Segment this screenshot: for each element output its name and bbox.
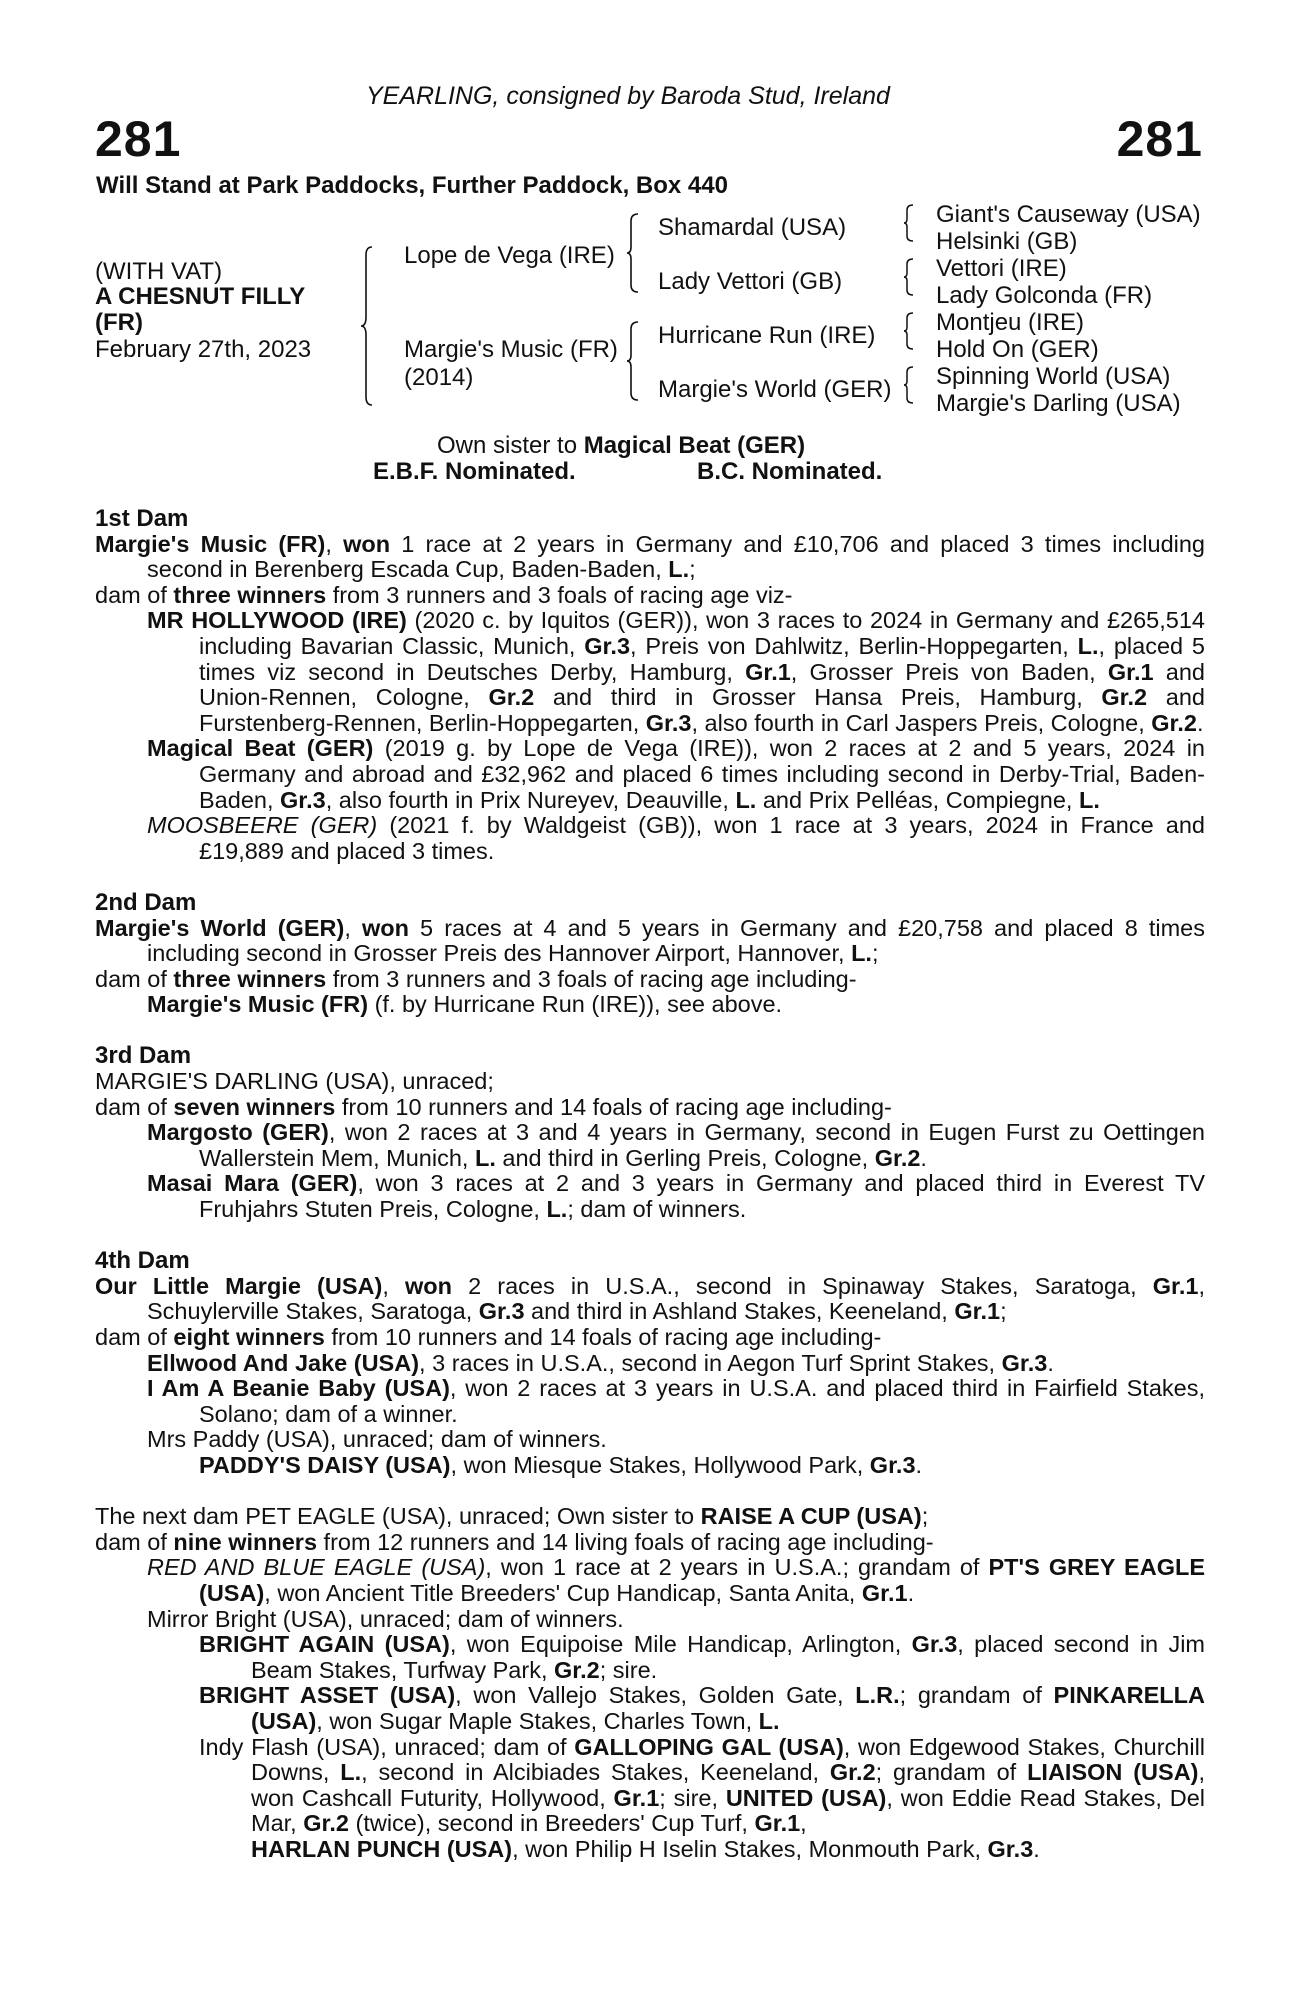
fourth-dam-produce: dam of eight winners from 10 runners and 14 foals of racing age including- xyxy=(95,1324,882,1350)
pedigree-brace-sire xyxy=(626,212,648,294)
produce-entry: MOOSBEERE (GER) (2021 f. by Waldgeist (GB)), won 1 race at 3 years, 2024 in France and £19,889 and placed 3 times. xyxy=(147,812,1205,864)
date-of-birth: February 27th, 2023 xyxy=(95,336,312,363)
produce-entry: MR HOLLYWOOD (IRE) (2020 c. by Iquitos (GER)), won 3 races to 2024 in Germany and £265,514 including Bavarian Classic, Munich, Gr.3, Preis von Dahlwitz, Berlin-Hoppegarten, L., placed 5 times viz second in Deutsches Derby, Hamburg, Gr.1, Grosser Preis von Baden, Gr.1 and Union-Rennen, Cologne, Gr.2 and third in Grosser Hansa Preis, Hamburg, Gr.2 and Furstenberg-Rennen, Berlin-Hoppegarten, Gr.3, also fourth in Carl Jaspers Preis, Cologne, Gr.2. xyxy=(147,607,1205,736)
pedigree-brace-main xyxy=(360,245,390,407)
pedigree-dam-year: (2014) xyxy=(404,364,474,391)
next-dam-record: The next dam PET EAGLE (USA), unraced; Own sister to RAISE A CUP (USA); xyxy=(95,1503,929,1530)
pedigree-sdd: Lady Golconda (FR) xyxy=(936,282,1153,309)
bc-nominated: B.C. Nominated. xyxy=(697,458,883,485)
third-dam-record: MARGIE'S DARLING (USA), unraced; xyxy=(95,1068,494,1095)
second-dam-produce: dam of three winners from 3 runners and 3 foals of racing age including- xyxy=(95,965,857,992)
pedigree-dam-dam: Margie's World (GER) xyxy=(658,376,892,403)
pedigree-ssd: Helsinki (GB) xyxy=(936,228,1078,255)
catalogue-body xyxy=(95,506,1205,1862)
produce-entry: Magical Beat (GER) (2019 g. by Lope de Vega (IRE)), won 2 races at 2 and 5 years, 2024 in Germany and abroad and £32,962 and placed 6 times including second in Derby-Trial, Baden-Baden, Gr.3, also fourth in Prix Nureyev, Deauville, L. and Prix Pelléas, Compiegne, L. xyxy=(147,735,1205,813)
first-dam-heading: 1st Dam xyxy=(95,505,189,532)
pedigree-brace-dam xyxy=(626,320,648,402)
first-dam-record: Margie's Music (FR), won 1 race at 2 years in Germany and £10,706 and placed 3 times including second in Berenberg Escada Cup, Baden-Baden, L.; xyxy=(95,530,1206,583)
vat-note: (WITH VAT) xyxy=(95,258,223,285)
pedigree-brace-dd xyxy=(903,365,919,405)
third-dam-heading: 3rd Dam xyxy=(95,1042,192,1070)
pedigree-dam-sire: Hurricane Run (IRE) xyxy=(658,322,876,349)
produce-entry: PADDY'S DAISY (USA), won Miesque Stakes, Hollywood Park, Gr.3. xyxy=(199,1451,923,1478)
produce-entry: RED AND BLUE EAGLE (USA), won 1 race at 2 years in U.S.A.; grandam of PT'S GREY EAGLE (USA), won Ancient Title Breeders' Cup Handicap, Santa Anita, Gr.1. xyxy=(147,1554,1206,1606)
pedigree-brace-ds xyxy=(903,311,919,351)
produce-entry: Ellwood And Jake (USA), 3 races in U.S.A., second in Aegon Turf Sprint Stakes, Gr.3. xyxy=(147,1349,1054,1376)
third-dam-produce: dam of seven winners from 10 runners and 14 foals of racing age including- xyxy=(95,1093,892,1120)
pedigree-brace-sd xyxy=(903,257,919,297)
pedigree-dam: Margie's Music (FR) xyxy=(404,336,618,363)
pedigree-sire-dam: Lady Vettori (GB) xyxy=(658,268,843,295)
produce-entry: BRIGHT AGAIN (USA), won Equipoise Mile Handicap, Arlington, Gr.3, placed second in Jim Beam Stakes, Turfway Park, Gr.2; sire. xyxy=(199,1631,1205,1683)
pedigree-ddd: Margie's Darling (USA) xyxy=(936,390,1181,417)
pedigree-sire: Lope de Vega (IRE) xyxy=(404,242,615,269)
pedigree-sds: Vettori (IRE) xyxy=(936,255,1067,282)
second-dam-heading: 2nd Dam xyxy=(95,888,197,916)
own-sister-note: Own sister to Magical Beat (GER) xyxy=(437,432,806,459)
produce-entry: Margie's Music (FR) (f. by Hurricane Run (IRE)), see above. xyxy=(147,991,783,1018)
next-dam-produce: dam of nine winners from 12 runners and 14 living foals of racing age including- xyxy=(95,1528,934,1555)
lot-number-left: 281 xyxy=(95,111,182,167)
horse-name-line1: A CHESNUT FILLY xyxy=(95,283,306,310)
produce-entry: Mrs Paddy (USA), unraced; dam of winners. xyxy=(147,1426,607,1453)
second-dam-record: Margie's World (GER), won 5 races at 4 and 5 years in Germany and £20,758 and placed 8 times including second in Grosser Preis des Hannover Airport, Hannover, L.; xyxy=(95,914,1206,967)
horse-name-line2: (FR) xyxy=(95,309,143,336)
produce-entry: BRIGHT ASSET (USA), won Vallejo Stakes, Golden Gate, L.R.; grandam of PINKARELLA (USA), won Sugar Maple Stakes, Charles Town, L. xyxy=(199,1682,1205,1734)
fourth-dam-record: Our Little Margie (USA), won 2 races in U.S.A., second in Spinaway Stakes, Saratoga, Gr.1, Schuylerville Stakes, Saratoga, Gr.3 and third in Ashland Stakes, Keeneland, Gr.1; xyxy=(95,1272,1205,1325)
pedigree-dds: Spinning World (USA) xyxy=(936,363,1171,390)
produce-entry: Mirror Bright (USA), unraced; dam of winners. xyxy=(147,1605,624,1632)
pedigree-brace-ss xyxy=(903,203,919,243)
lot-number-right: 281 xyxy=(1116,111,1203,167)
fourth-dam-heading: 4th Dam xyxy=(95,1247,190,1275)
ebf-nominated: E.B.F. Nominated. xyxy=(373,458,576,485)
pedigree-sss: Giant's Causeway (USA) xyxy=(936,201,1201,228)
consignor-line: YEARLING, consigned by Baroda Stud, Ireland xyxy=(366,82,890,110)
pedigree-sire-sire: Shamardal (USA) xyxy=(658,214,847,241)
produce-entry: Margosto (GER), won 2 races at 3 and 4 years in Germany, second in Eugen Furst zu Oettingen Wallerstein Mem, Munich, L. and third in Gerling Preis, Cologne, Gr.2. xyxy=(147,1119,1206,1171)
produce-entry: Masai Mara (GER), won 3 races at 2 and 3 years in Germany and placed third in Everest TV Fruhjahrs Stuten Preis, Cologne, L.; dam of winners. xyxy=(147,1170,1206,1223)
first-dam-produce: dam of three winners from 3 runners and 3 foals of racing age viz- xyxy=(95,581,793,608)
pedigree-dsd: Hold On (GER) xyxy=(936,336,1099,363)
stand-location: Will Stand at Park Paddocks, Further Paddock, Box 440 xyxy=(96,172,728,199)
produce-entry: Indy Flash (USA), unraced; dam of GALLOPING GAL (USA), won Edgewood Stakes, Churchill Downs, L., second in Alcibiades Stakes, Keeneland, Gr.2; grandam of LIAISON (USA), won Cashcall Futurity, Hollywood, Gr.1; sire, UNITED (USA), won Eddie Read Stakes, Del Mar, Gr.2 (twice), second in Breeders' Cup Turf, Gr.1, HARLAN PUNCH (USA), won Philip H Iselin Stakes, Monmouth Park, Gr.3. xyxy=(199,1733,1206,1862)
produce-entry: I Am A Beanie Baby (USA), won 2 races at 3 years in U.S.A. and placed third in Fairfield Stakes, Solano; dam of a winner. xyxy=(147,1375,1205,1427)
pedigree-dss: Montjeu (IRE) xyxy=(936,309,1085,336)
